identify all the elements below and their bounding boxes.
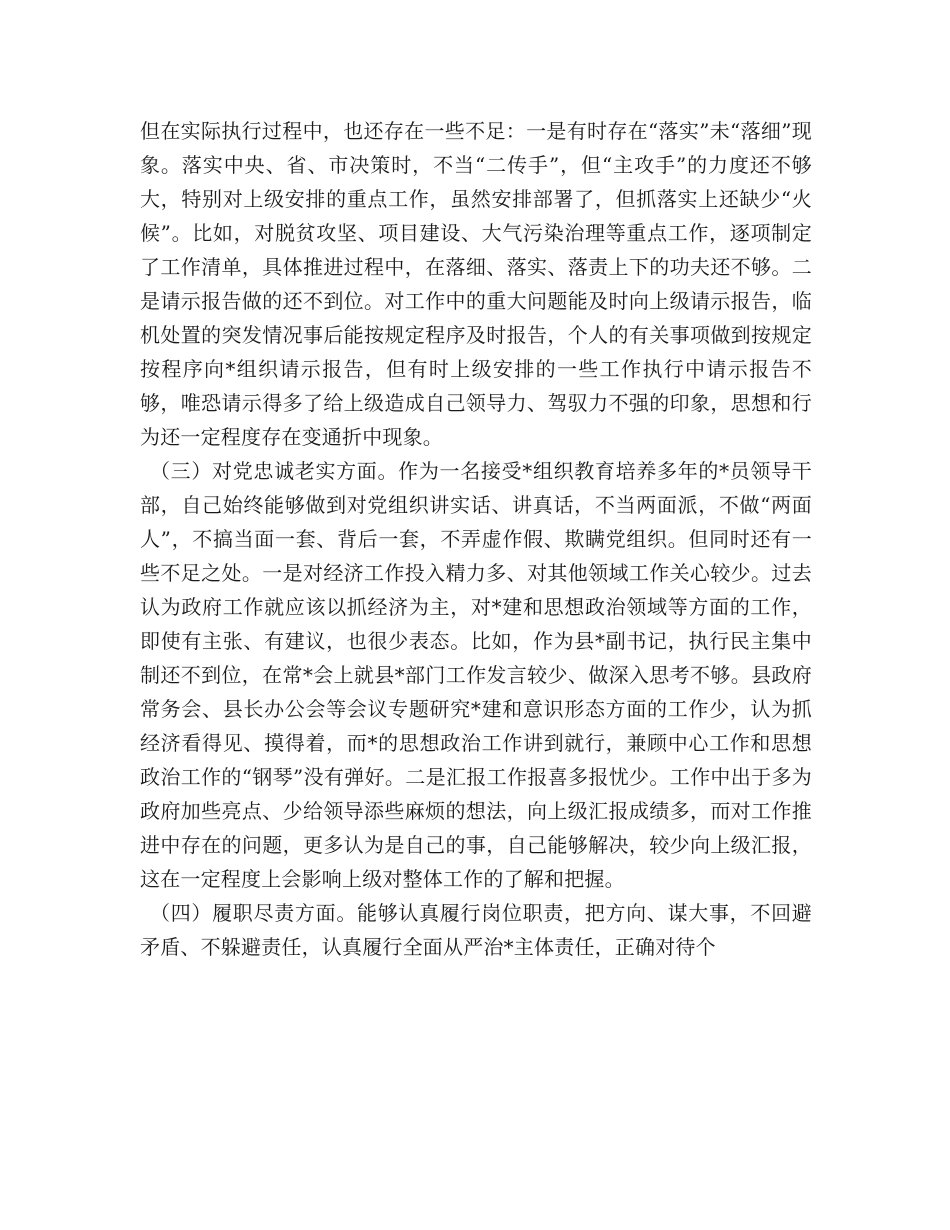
paragraph-section-three: （三）对党忠诚老实方面。作为一名接受*组织教育培养多年的*员领导干部，自己始终能够做到对党组织讲实话、讲真话，不当两面派，不做“两面人”，不搞当面一套、背后一套，不弄虚作假、欺瞒党组织。但同时还有一些不足之处。一是对经济工作投入精力多、对其他领域工作关心较少。过去认为政府工作就应该以抓经济为主，对*建和思想政治领域等方面的工作，即使有主张、有建议，也很少表态。比如，作为县*副书记，执行民主集中制还不到位，在常*会上就县*部门工作发言较少、做深入思考不够。县政府常务会、县长办公会等会议专题研究*建和意识形态方面的工作少，认为抓经济看得见、摸得着，而*的思想政治工作讲到就行，兼顾中心工作和思想政治工作的“钢琴”没有弹好。二是汇报工作报喜多报忧少。工作中出于多为政府加些亮点、少给领导添些麻烦的想法，向上级汇报成绩多，而对工作推进中存在的问题，更多认为是自己的事，自己能够解决，较少向上级汇报，这在一定程度上会影响上级对整体工作的了解和把握。: [140, 459, 812, 891]
document-body: [140, 114, 812, 964]
paragraph-section-four: （四）履职尽责方面。能够认真履行岗位职责，把方向、谋大事，不回避矛盾、不躲避责任，认真履行全面从严治*主体责任，正确对待个: [140, 901, 812, 959]
paragraph-continuation: 但在实际执行过程中，也还存在一些不足：一是有时存在“落实”未“落细”现象。落实中央、省、市决策时，不当“二传手”，但“主攻手”的力度还不够大，特别对上级安排的重点工作，虽然安排部署了，但抓落实上还缺少“火候”。比如，对脱贫攻坚、项目建设、大气污染治理等重点工作，逐项制定了工作清单，具体推进过程中，在落细、落实、落责上下的功夫还不够。二是请示报告做的还不到位。对工作中的重大问题能及时向上级请示报告，临机处置的突发情况事后能按规定程序及时报告，个人的有关事项做到按规定按程序向*组织请示报告，但有时上级安排的一些工作执行中请示报告不够，唯恐请示得多了给上级造成自己领导力、驾驭力不强的印象，思想和行为还一定程度存在变通折中现象。: [140, 119, 812, 449]
